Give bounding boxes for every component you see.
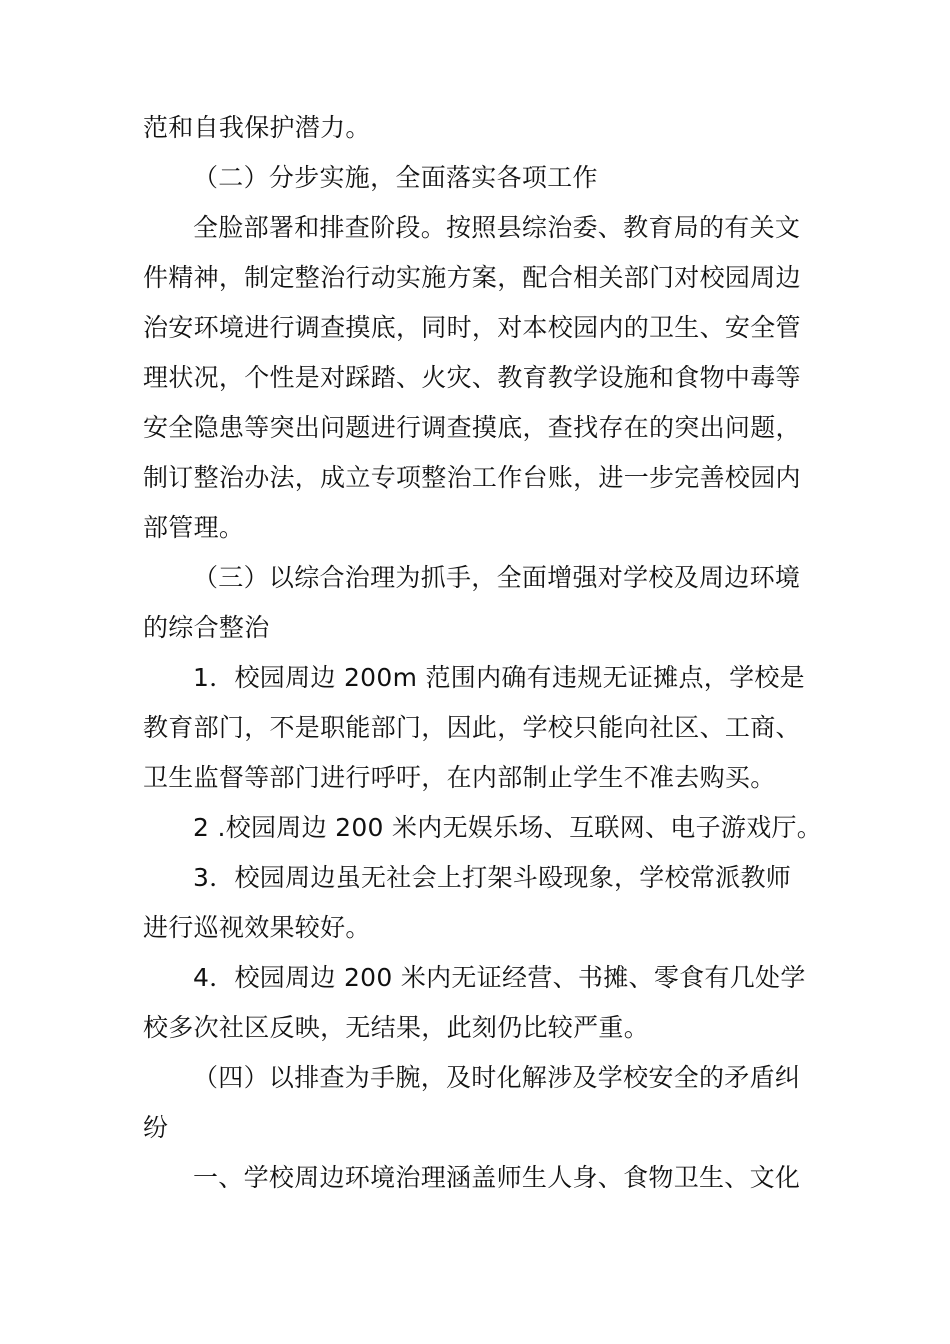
text-line-3: 全脸部署和排查阶段。按照县综治委、教育局的有关文 [193,213,801,242]
section-heading-4: （四）以排查为手腕，及时化解涉及学校安全的矛盾纠 [193,1063,801,1092]
text-line-6: 理状况，个性是对踩踏、火灾、教育教学设施和食物中毒等 [143,363,801,392]
section-heading-3: （三）以综合治理为抓手，全面增强对学校及周边环境 [193,563,801,592]
list-item-1: 1．校园周边 200m 范围内确有违规无证摊点，学校是 [193,663,805,692]
list-item-4: 4．校园周边 200 米内无证经营、书摊、零食有几处学 [193,963,806,992]
text-line-17: 进行巡视效果较好。 [143,913,371,942]
text-line-13: 教育部门，不是职能部门，因此，学校只能向社区、工商、 [143,713,801,742]
text-line-1: 范和自我保护潜力。 [143,113,371,142]
section-heading-2: （二）分步实施，全面落实各项工作 [193,163,598,192]
text-line-7: 安全隐患等突出问题进行调查摸底，查找存在的突出问题， [143,413,801,442]
text-line-22: 一、学校周边环境治理涵盖师生人身、食物卫生、文化 [193,1163,801,1192]
text-line-9: 部管理。 [143,513,245,542]
list-item-2: 2 .校园周边 200 米内无娱乐场、互联网、电子游戏厅。 [193,813,823,842]
text-line-14: 卫生监督等部门进行呼吁，在内部制止学生不准去购买。 [143,763,776,792]
text-line-19: 校多次社区反映，无结果，此刻仍比较严重。 [143,1013,650,1042]
text-line-21: 纷 [143,1113,169,1142]
text-line-8: 制订整治办法，成立专项整治工作台账，进一步完善校园内 [143,463,801,492]
text-line-5: 治安环境进行调查摸底，同时，对本校园内的卫生、安全管 [143,313,801,342]
text-line-4: 件精神，制定整治行动实施方案，配合相关部门对校园周边 [143,263,801,292]
list-item-3: 3．校园周边虽无社会上打架斗殴现象，学校常派教师 [193,863,792,892]
text-line-11: 的综合整治 [143,613,270,642]
